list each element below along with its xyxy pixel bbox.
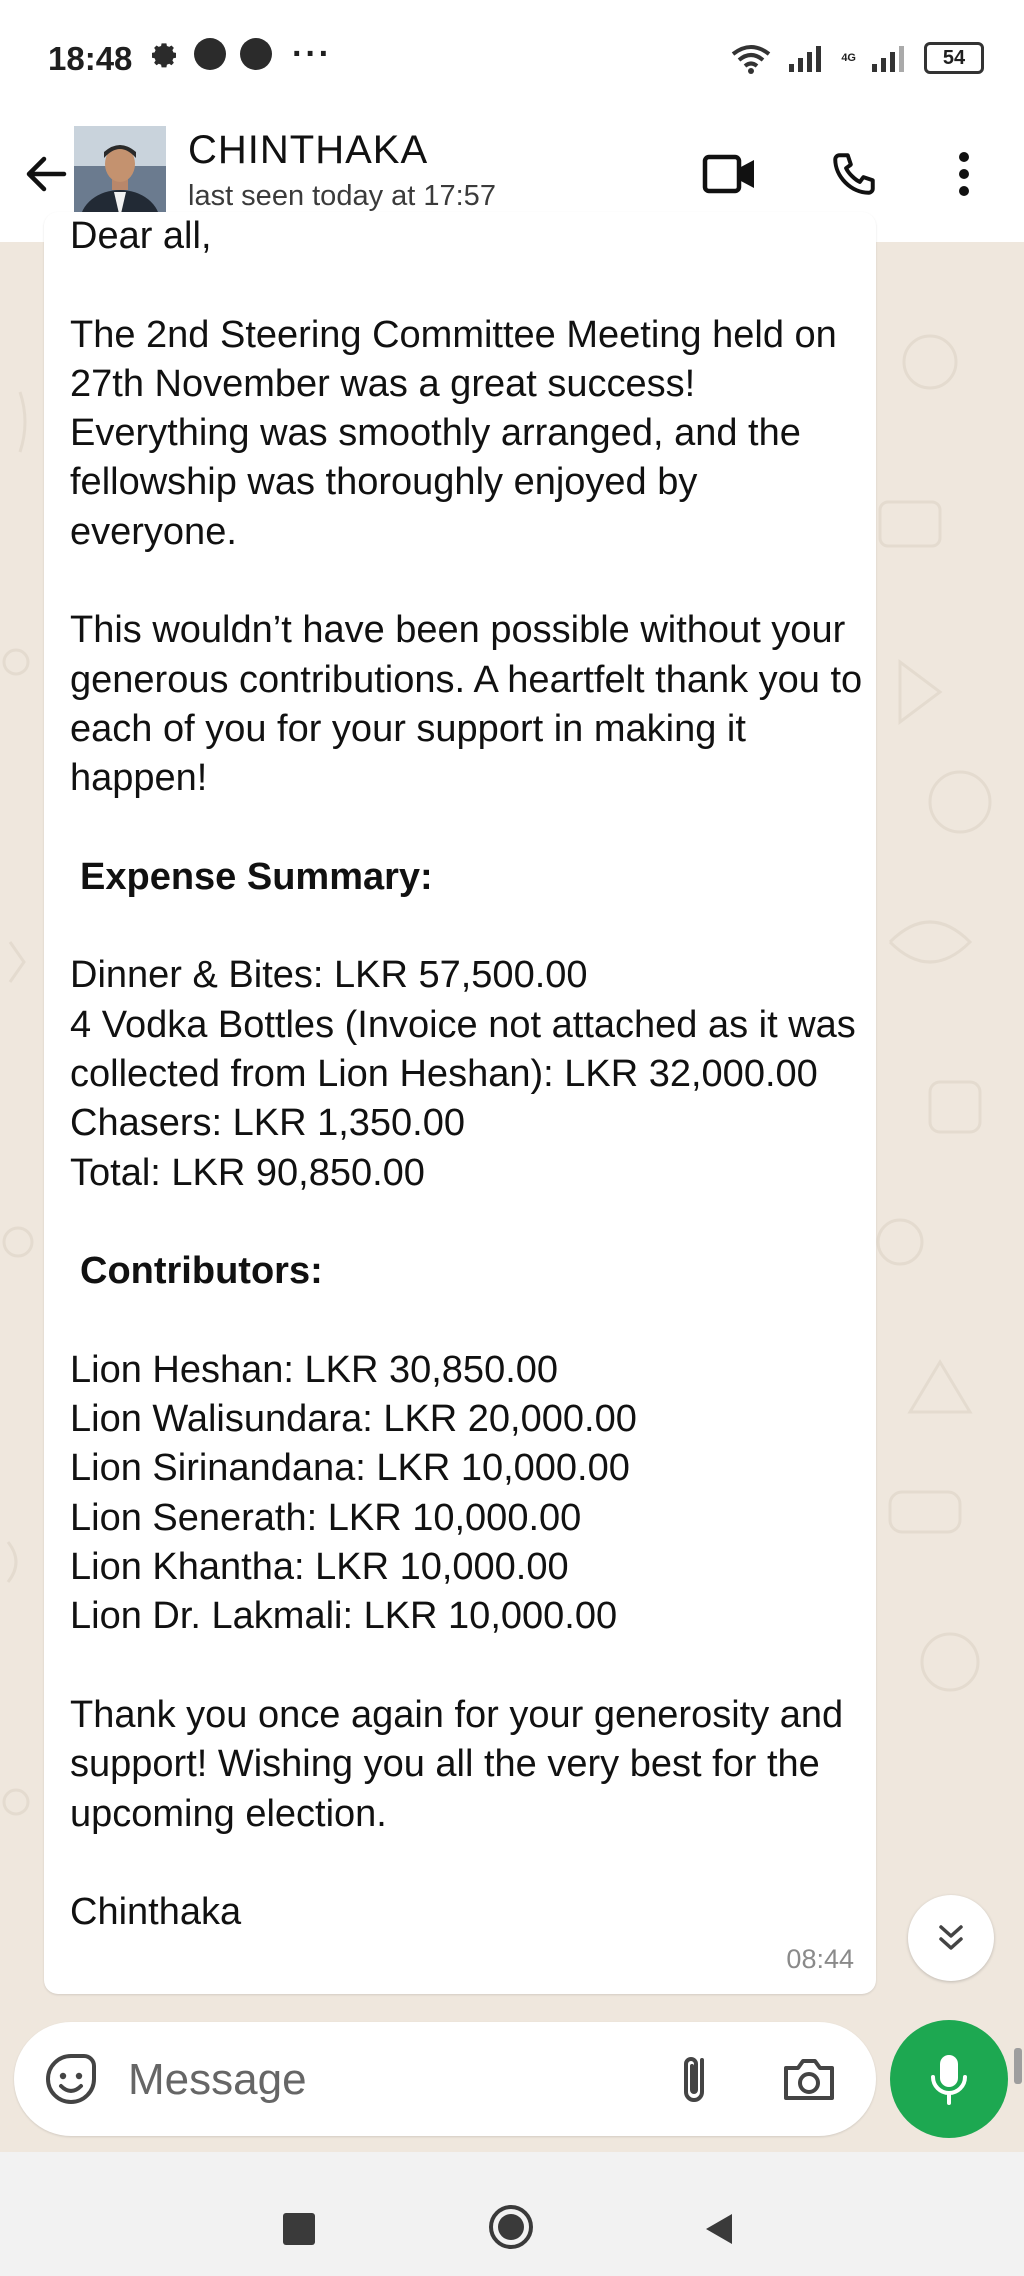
- video-call-icon: [702, 152, 758, 196]
- scroll-to-bottom-button[interactable]: [908, 1895, 994, 1981]
- more-options-button[interactable]: [934, 144, 994, 204]
- camera-icon[interactable]: [776, 2046, 842, 2112]
- expense-line: Dinner & Bites: LKR 57,500.00: [70, 954, 588, 997]
- voice-message-button[interactable]: [890, 2020, 1008, 2138]
- avatar-photo: [74, 126, 166, 218]
- message-bubble[interactable]: [44, 212, 876, 1994]
- contributor-line: Lion Heshan: LKR 30,850.00: [70, 1348, 559, 1391]
- double-chevron-down-icon: [934, 1921, 968, 1955]
- expense-line: Chasers: LKR 1,350.00: [70, 1102, 466, 1145]
- chat-area[interactable]: [0, 215, 1024, 2000]
- contact-name[interactable]: CHINTHAKA: [188, 128, 429, 172]
- contributor-line: Lion Walisundara: LKR 20,000.00: [70, 1398, 637, 1441]
- message-input[interactable]: [126, 2048, 650, 2112]
- home-icon[interactable]: [488, 2204, 534, 2250]
- signal-strength-icon-2: [870, 44, 910, 72]
- wow-app-icon: [240, 38, 272, 70]
- message-greeting: Dear all,: [70, 215, 212, 257]
- contributors-heading: Contributors:: [80, 1250, 323, 1293]
- notification-icons: [148, 35, 332, 73]
- scrollbar-thumb[interactable]: [1014, 2048, 1022, 2084]
- nav-back-icon[interactable]: [700, 2210, 738, 2248]
- voice-call-button[interactable]: [824, 144, 884, 204]
- expense-total: Total: LKR 90,850.00: [70, 1151, 425, 1194]
- emoji-icon[interactable]: [38, 2046, 104, 2112]
- system-navigation-bar: [0, 2152, 1024, 2276]
- message-paragraph-1: The 2nd Steering Committee Meeting held on 27th November was a great success! Everything was smoothly arranged, and the fellowship was thoroughly enjoyed by everyone.: [70, 313, 837, 553]
- system-status-icons: [729, 42, 984, 74]
- more-notifications-icon: ···: [292, 35, 332, 73]
- paperclip-icon[interactable]: [664, 2046, 730, 2112]
- more-vert-icon: [957, 151, 971, 197]
- message-text: [70, 212, 870, 1937]
- signal-strength-icon: [787, 44, 827, 72]
- message-paragraph-2: This wouldn’t have been possible without your generous contributions. A heartfelt thank you to each of you for your support in making it happen!: [70, 609, 863, 800]
- expense-line: 4 Vodka Bottles (Invoice not attached as it was collected from Lion Heshan): LKR 32,000.00: [70, 1003, 856, 1096]
- chat-notification-icon: [194, 38, 226, 70]
- message-signature: Chinthaka: [70, 1891, 242, 1934]
- recent-apps-icon[interactable]: [283, 2213, 315, 2245]
- phone-icon: [829, 149, 879, 199]
- message-composer: [14, 2022, 876, 2136]
- expense-summary-heading: Expense Summary:: [80, 855, 433, 898]
- message-timestamp: 08:44: [786, 1944, 854, 1974]
- battery-indicator: 54: [924, 42, 984, 74]
- contributor-line: Lion Sirinandana: LKR 10,000.00: [70, 1447, 630, 1490]
- contributor-line: Lion Senerath: LKR 10,000.00: [70, 1496, 582, 1539]
- network-type-label: 4G: [841, 51, 856, 64]
- last-seen-status: last seen today at 17:57: [188, 180, 496, 212]
- contributor-line: Lion Khantha: LKR 10,000.00: [70, 1546, 569, 1589]
- back-arrow-icon[interactable]: [18, 146, 74, 202]
- settings-gear-icon: [148, 38, 180, 70]
- message-closing: Thank you once again for your generosity and support! Wishing you all the very best for the upcoming election.: [70, 1693, 844, 1835]
- status-time: 18:48: [48, 40, 133, 77]
- contributor-line: Lion Dr. Lakmali: LKR 10,000.00: [70, 1595, 618, 1638]
- wifi-icon: [729, 42, 773, 74]
- video-call-button[interactable]: [700, 144, 760, 204]
- status-bar: [0, 0, 1024, 120]
- avatar[interactable]: [74, 126, 166, 218]
- mic-icon: [927, 2051, 971, 2107]
